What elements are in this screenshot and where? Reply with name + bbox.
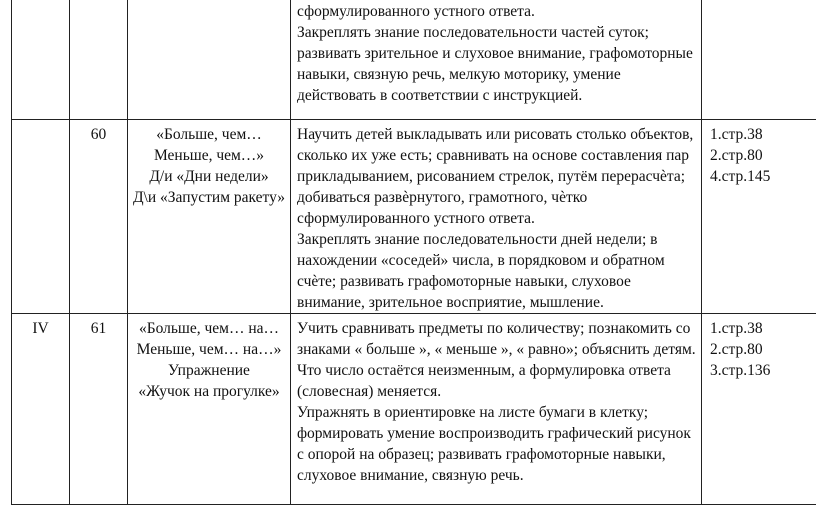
goals-cell: [291, 314, 702, 505]
reference-line: 4.стр.145: [708, 166, 816, 187]
topic-line: Д/и «Дни недели»: [128, 166, 290, 187]
reference-line: 2.стр.80: [708, 339, 816, 360]
topic-line: Меньше, чем…»: [128, 145, 290, 166]
goals-line: знаками « больше », « меньше », « равно»; объяснить детям.: [297, 339, 697, 360]
goals-line: формировать умение воспроизводить графический рисунок: [297, 423, 697, 444]
reference-line: 3.стр.136: [708, 360, 816, 381]
reference-line: 1.стр.38: [708, 124, 816, 145]
goals-line: навыки, связную речь, мелкую моторику, умение: [297, 64, 697, 85]
goals-line: с опорой на образец; развивать графомоторные навыки,: [297, 444, 697, 465]
goals-line: прикладыванием, рисованием стрелок, путём перерасчѐта;: [297, 166, 697, 187]
lesson-number: 61: [70, 314, 127, 339]
topic-line: «Жучок на прогулке»: [128, 381, 290, 402]
lesson-number-cell: [70, 0, 128, 120]
quarter-cell: [12, 314, 70, 505]
topic-line: «Больше, чем… на…: [128, 318, 290, 339]
goals-line: сколько их уже есть; сравнивать на основе составления пар: [297, 145, 697, 166]
goals-line: (словесная) меняется.: [297, 381, 697, 402]
quarter-cell: [12, 0, 70, 120]
lesson-plan-table: [11, 0, 816, 505]
goals-line: добиваться развѐрнутого, грамотного, чѐтко: [297, 187, 697, 208]
references-cell: [702, 120, 816, 314]
lesson-number: 60: [70, 120, 127, 145]
table-row: [12, 0, 816, 120]
goals-cell: [291, 0, 702, 120]
topic-cell: [128, 314, 291, 505]
topic-line: Упражнение: [128, 360, 290, 381]
goals-line: внимание, зрительное восприятие, мышление.: [297, 292, 697, 313]
goals-line: нахождении «соседей» числа, в порядковом и обратном: [297, 250, 697, 271]
goals-line: Что число остаётся неизменным, а формулировка ответа: [297, 360, 697, 381]
table-row: [12, 120, 816, 314]
goals-line: развивать зрительное и слуховое внимание, графомоторные: [297, 43, 697, 64]
goals-line: Научить детей выкладывать или рисовать столько объектов,: [297, 124, 697, 145]
goals-line: сформулированного устного ответа.: [297, 1, 697, 22]
reference-line: 1.стр.38: [708, 318, 816, 339]
quarter-label: IV: [12, 314, 69, 339]
goals-line: действовать в соответствии с инструкцией.: [297, 85, 697, 106]
table-row: [12, 314, 816, 505]
references-cell: [702, 0, 816, 120]
goals-line: Закреплять знание последовательности частей суток;: [297, 22, 697, 43]
quarter-cell: [12, 120, 70, 314]
lesson-number-cell: [70, 120, 128, 314]
goals-line: Учить сравнивать предметы по количеству; познакомить со: [297, 318, 697, 339]
goals-line: сформулированного устного ответа.: [297, 208, 697, 229]
reference-line: 2.стр.80: [708, 145, 816, 166]
goals-line: Закреплять знание последовательности дней недели; в: [297, 229, 697, 250]
topic-cell: [128, 120, 291, 314]
lesson-number-cell: [70, 314, 128, 505]
topic-line: «Больше, чем…: [128, 124, 290, 145]
goals-line: слуховое внимание, связную речь.: [297, 465, 697, 486]
topic-line: Д\и «Запустим ракету»: [128, 187, 290, 208]
topic-cell: [128, 0, 291, 120]
goals-line: Упражнять в ориентировке на листе бумаги в клетку;: [297, 402, 697, 423]
references-cell: [702, 314, 816, 505]
goals-line: счѐте; развивать графомоторные навыки, слуховое: [297, 271, 697, 292]
topic-line: Меньше, чем… на…»: [128, 339, 290, 360]
goals-cell: [291, 120, 702, 314]
